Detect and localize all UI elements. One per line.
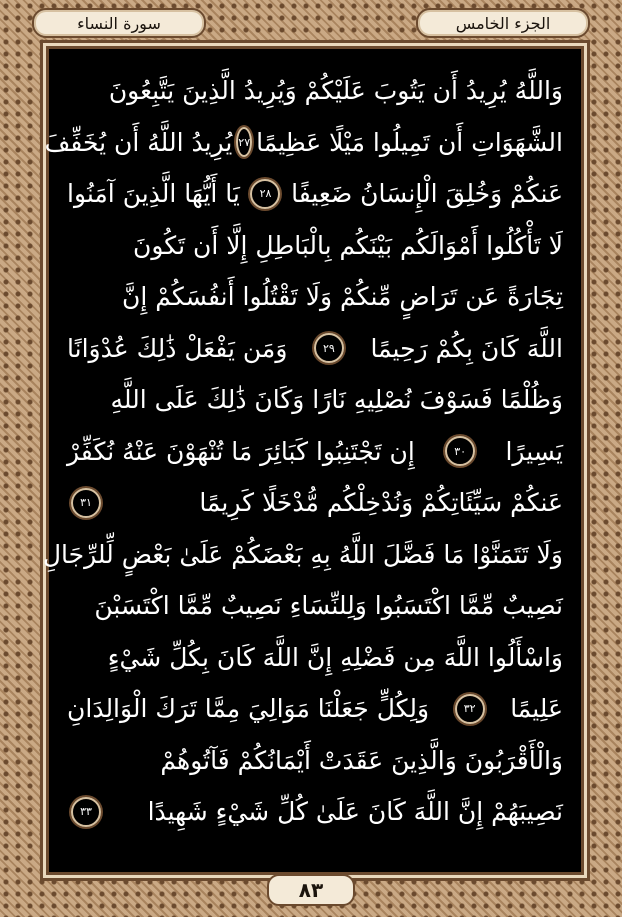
verse-text: يَسِيرًا [505,436,563,466]
verse-text: وَاسْأَلُوا اللَّهَ مِن فَضْلِهِ إِنَّ اللَّهَ كَانَ بِكُلِّ شَيْءٍ [107,642,563,672]
verse-number-marker: ٣٢ [455,694,485,724]
verse-text: عَنكُمْ وَخُلِقَ الْإِنسَانُ ضَعِيفًا [291,179,563,209]
verse-text: نَصِيبٌ مِّمَّا اكْتَسَبُوا وَلِلنِّسَاءِ نَصِيبٌ مِّمَّا اكْتَسَبْنَ [94,591,563,621]
verse-number-marker: ٣١ [71,488,101,518]
verse-line [67,271,563,323]
verse-line [67,426,563,478]
verse-text: وَمَن يَفْعَلْ ذَٰلِكَ عُدْوَانًا [67,333,288,363]
page-number: ٨٣ [267,874,355,906]
juz-name: الجزء الخامس [455,13,551,33]
verse-text: اللَّهَ كَانَ بِكُمْ رَحِيمًا [370,333,563,363]
verse-text: وَلِكُلٍّ جَعَلْنَا مَوَالِيَ مِمَّا تَرَكَ الْوَالِدَانِ [67,694,430,724]
verse-text: عَنكُمْ سَيِّئَاتِكُمْ وَنُدْخِلْكُم مُّدْخَلًا كَرِيمًا [199,488,563,518]
quran-text-panel [42,46,584,875]
verse-line [67,735,563,787]
verse-line [67,477,563,529]
verse-line [67,374,563,426]
verse-text: لَا تَأْكُلُوا أَمْوَالَكُم بَيْنَكُم بِالْبَاطِلِ إِلَّا أَن تَكُونَ [133,230,563,260]
verse-number-marker: ٢٨ [250,179,280,209]
page-header [32,6,590,40]
verse-text: وَاللَّهُ يُرِيدُ أَن يَتُوبَ عَلَيْكُمْ وَيُرِيدُ الَّذِينَ يَتَّبِعُونَ [108,76,563,106]
verse-text: تِجَارَةً عَن تَرَاضٍ مِّنكُمْ وَلَا تَقْتُلُوا أَنفُسَكُمْ إِنَّ [122,282,563,312]
verse-line [44,117,563,169]
verse-number-marker: ٣٠ [445,436,475,466]
verse-line [67,168,563,220]
verse-text: وَلَا تَتَمَنَّوْا مَا فَضَّلَ اللَّهُ بِهِ بَعْضَكُمْ عَلَىٰ بَعْضٍ لِّلرِّجَالِ [42,539,563,569]
verse-text: نَصِيبَهُمْ إِنَّ اللَّهَ كَانَ عَلَىٰ كُلِّ شَيْءٍ شَهِيدًا [147,797,563,827]
verse-line [67,683,563,735]
verse-line [67,323,563,375]
verse-text: يَا أَيُّهَا الَّذِينَ آمَنُوا [67,179,240,209]
surah-name: سورة النساء [77,13,161,33]
verse-line [67,786,563,838]
verse-lines [42,65,563,862]
verse-line [42,529,563,581]
verse-text: وَظُلْمًا فَسَوْفَ نُصْلِيهِ نَارًا وَكَانَ ذَٰلِكَ عَلَى اللَّهِ [110,385,563,415]
verse-line [67,220,563,272]
verse-number-marker: ٢٩ [314,333,344,363]
page-footer [0,873,622,907]
verse-text: يُرِيدُ اللَّهُ أَن يُخَفِّفَ [44,127,233,157]
verse-line [67,65,563,117]
verse-number-marker: ٢٧ [236,127,252,157]
verse-text: إِن تَجْتَنِبُوا كَبَائِرَ مَا تُنْهَوْنَ عَنْهُ نُكَفِّرْ [67,436,415,466]
surah-name-cartouche [32,8,206,38]
verse-number-marker: ٣٣ [71,797,101,827]
verse-text: وَالْأَقْرَبُونَ وَالَّذِينَ عَقَدَتْ أَيْمَانُكُمْ فَآتُوهُمْ [160,745,563,775]
verse-line [67,580,563,632]
verse-line [67,632,563,684]
verse-text: عَلِيمًا [510,694,563,724]
juz-name-cartouche [416,8,590,38]
verse-text: الشَّهَوَاتِ أَن تَمِيلُوا مَيْلًا عَظِيمًا [256,127,563,157]
